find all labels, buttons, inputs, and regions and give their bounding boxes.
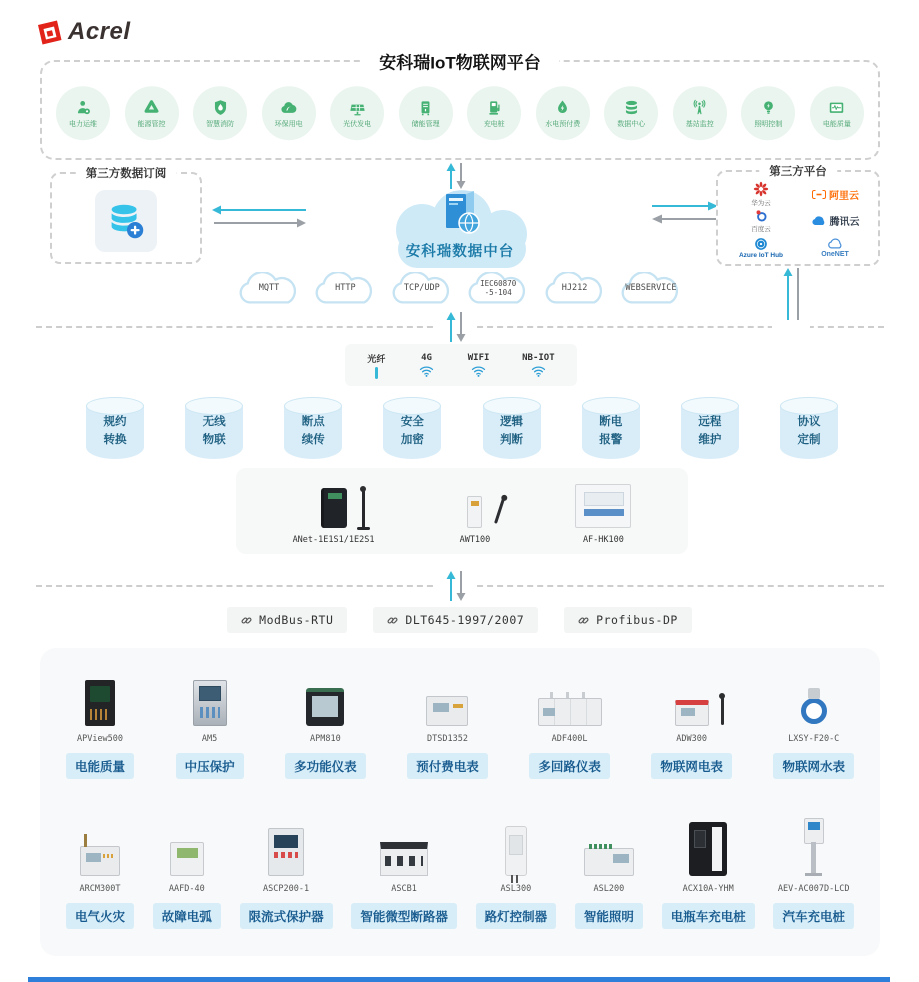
product-image-adf400l <box>538 668 602 726</box>
gateway-awt100-image <box>467 496 482 528</box>
smart-fire-icon <box>211 98 230 117</box>
app-label: 照明控制 <box>754 120 783 128</box>
energy-control-icon <box>142 98 161 117</box>
product-category-badge: 智能微型断路器 <box>351 903 457 929</box>
fiber-label: 光纤 <box>367 354 386 365</box>
app-label: 数据中心 <box>617 120 646 128</box>
product-category-badge: 电瓶车充电桩 <box>662 903 755 929</box>
product-ascp200-1 <box>240 818 333 929</box>
product-model: ADW300 <box>676 734 707 744</box>
wifi-icon <box>530 364 547 377</box>
server-icon <box>438 190 482 236</box>
product-model: AM5 <box>201 734 218 744</box>
field-protocols-row <box>0 607 919 633</box>
data-hub-label: 安科瑞数据中台 <box>405 244 515 260</box>
acrel-logo <box>36 18 131 46</box>
product-category-badge: 预付费电表 <box>407 753 488 779</box>
cap-encryption: 安全 加密 <box>383 397 441 459</box>
product-model: APM810 <box>310 734 341 744</box>
4g-label: 4G <box>421 353 432 363</box>
products-panel <box>40 648 880 956</box>
wifi-icon <box>418 364 435 377</box>
app-power-om <box>56 86 110 140</box>
gateway-model: AWT100 <box>459 535 491 545</box>
protocol-cloud-iec60870: IEC60870 -5-104 <box>463 272 533 310</box>
baidu-cloud-logo <box>751 208 771 233</box>
connectivity-box <box>345 344 577 386</box>
product-image-am5 <box>193 668 227 726</box>
conn-fiber <box>367 352 385 379</box>
database-tile <box>95 190 157 252</box>
gateway-anet <box>293 488 375 545</box>
onenet-label: OneNET <box>821 250 849 258</box>
link-icon <box>387 615 398 626</box>
product-apview500 <box>66 668 134 779</box>
protocol-label: HTTP <box>335 283 356 293</box>
application-icons-row <box>56 86 864 140</box>
cap-remote-maintenance: 远程 维护 <box>681 397 739 459</box>
product-model: ASCP200-1 <box>263 884 310 894</box>
conn-wifi <box>468 353 490 377</box>
product-model: DTSD1352 <box>427 734 468 744</box>
product-category-badge: 限流式保护器 <box>240 903 333 929</box>
cap-protocol-customization: 协议 定制 <box>780 397 838 459</box>
data-center-icon <box>622 98 641 117</box>
protocol-badge-label: DLT645-1997/2007 <box>405 613 525 627</box>
acrel-logo-icon <box>36 19 63 45</box>
product-aev-ac007d <box>773 818 854 929</box>
app-base-station <box>673 86 727 140</box>
app-label: 能源管控 <box>137 120 166 128</box>
iot-platform-box <box>40 53 880 160</box>
link-icon <box>578 615 589 626</box>
nbiot-label: NB-IOT <box>522 353 555 363</box>
product-adw300 <box>651 668 732 779</box>
cap-power-failure-alarm: 断电 报警 <box>582 397 640 459</box>
product-image-adw300 <box>675 668 709 726</box>
protocol-cloud-webservice <box>616 272 686 310</box>
app-energy-control <box>125 86 179 140</box>
divider-mask <box>772 320 810 334</box>
app-energy-storage <box>399 86 453 140</box>
protocol-label: IEC60870 <box>480 279 517 288</box>
protocol-cloud-mqtt <box>234 272 304 310</box>
azure-iot-hub-logo <box>739 237 783 259</box>
acrel-logo-text: Acrel <box>68 18 131 45</box>
product-model: ASL200 <box>593 884 625 894</box>
protocol-label: TCP/UDP <box>403 283 440 293</box>
alibaba-bracket-icon <box>811 189 827 200</box>
product-adf400l <box>529 668 610 779</box>
product-category-badge: 智能照明 <box>575 903 643 929</box>
cap-logic-judgment: 逻辑 判断 <box>483 397 541 459</box>
product-image-apm810 <box>306 668 344 726</box>
product-category-badge: 物联网电表 <box>651 753 732 779</box>
gateway-awt100 <box>460 496 491 545</box>
protocol-badge-profibus <box>564 607 692 633</box>
conn-nbiot <box>522 353 555 377</box>
gateway-devices-box <box>236 468 688 554</box>
platform-logo-grid <box>724 181 872 261</box>
azure-iot-hub-label: Azure IoT Hub <box>738 251 784 259</box>
baidu-cloud-label: 百度云 <box>751 226 771 234</box>
power-om-icon <box>74 98 93 117</box>
protocol-badge-dlt645 <box>373 607 538 633</box>
protocol-cloud-http <box>310 272 380 310</box>
product-am5 <box>176 668 244 779</box>
lighting-icon <box>759 98 778 117</box>
protocol-label: MQTT <box>258 283 280 293</box>
app-label: 电能质量 <box>822 120 851 128</box>
product-category-badge: 电气火灾 <box>66 903 134 929</box>
base-station-icon <box>690 98 709 117</box>
product-dtsd1352 <box>407 668 488 779</box>
platform-title: 安科瑞IoT物联网平台 <box>361 48 559 73</box>
app-label: 环保用电 <box>274 120 303 128</box>
fiber-icon <box>375 367 378 379</box>
product-asl300 <box>476 818 557 929</box>
product-model: ARCM300T <box>79 884 121 894</box>
app-label: 光伏发电 <box>343 120 372 128</box>
protocol-label: WEBSERVICE <box>625 283 677 293</box>
eco-power-icon <box>279 98 298 117</box>
products-row-2 <box>66 818 854 929</box>
app-label: 电力运维 <box>69 120 97 128</box>
arrow-updown-platform-cloud <box>443 163 469 189</box>
product-image-aev <box>797 818 831 876</box>
capability-cylinders-row <box>86 397 838 459</box>
gateway-anet-image <box>321 488 347 528</box>
baidu-knot-icon <box>754 208 769 223</box>
ev-charger-icon <box>485 98 504 117</box>
onenet-logo <box>821 238 849 258</box>
protocol-label: HJ212 <box>561 283 588 293</box>
app-data-center <box>604 86 658 140</box>
third-party-platform-box <box>716 166 880 266</box>
product-model: AAFD-40 <box>168 884 205 894</box>
product-model: ADF400L <box>551 734 588 744</box>
product-image-aafd40 <box>170 818 204 876</box>
product-image-ascb1 <box>380 818 428 876</box>
product-model: ACX10A-YHM <box>682 884 734 894</box>
product-category-badge: 多功能仪表 <box>285 753 366 779</box>
app-label: 水电预付费 <box>545 120 581 128</box>
wifi-label: WIFI <box>467 353 490 363</box>
pv-icon <box>348 98 367 117</box>
cloud-protocols-row <box>234 272 686 310</box>
product-asl200 <box>575 818 643 929</box>
product-image-acx10a <box>689 818 727 876</box>
gateway-afhk100-image <box>575 484 631 528</box>
app-pv-generation <box>330 86 384 140</box>
arrow-updown-divider1 <box>443 312 469 342</box>
cap-resume-transfer: 断点 续传 <box>284 397 342 459</box>
third-party-data-box <box>50 168 202 264</box>
protocol-badge-label: Profibus-DP <box>596 613 678 627</box>
energy-storage-icon <box>416 98 435 117</box>
app-power-quality <box>810 86 864 140</box>
gateway-model: ANet-1E1S1/1E2S1 <box>292 535 375 545</box>
protocol-cloud-hj212 <box>540 272 610 310</box>
app-label: 储能管理 <box>411 120 440 128</box>
onenet-cloud-icon <box>827 238 844 250</box>
app-ev-charger <box>467 86 521 140</box>
product-ascb1 <box>351 818 457 929</box>
product-category-badge: 中压保护 <box>176 753 244 779</box>
product-model: APView500 <box>76 734 124 744</box>
arrow-leftright-databox-cloud <box>210 204 308 230</box>
tencent-cloud-logo <box>811 213 860 228</box>
cap-wireless-iot: 无线 物联 <box>185 397 243 459</box>
product-image-dtsd1352 <box>426 668 468 726</box>
tencent-cloud-icon <box>811 215 827 227</box>
product-image-ascp200 <box>268 818 304 876</box>
azure-iot-icon <box>754 237 768 251</box>
tencent-cloud-label: 腾讯云 <box>829 217 860 229</box>
product-acx10a-yhw <box>662 818 755 929</box>
product-category-badge: 多回路仪表 <box>529 753 610 779</box>
product-image-asl200 <box>584 818 634 876</box>
product-image-arcm300t <box>80 818 120 876</box>
alibaba-cloud-label: 阿里云 <box>829 190 859 202</box>
third-party-platform-title: 第三方平台 <box>759 163 837 179</box>
app-label: 充电桩 <box>483 120 505 128</box>
gateway-model: AF-HK100 <box>582 535 624 545</box>
product-model: ASL300 <box>500 884 532 894</box>
prepay-icon <box>553 98 572 117</box>
huawei-flower-icon <box>753 181 769 197</box>
huawei-cloud-label: 华为云 <box>751 200 771 208</box>
products-row-1 <box>66 668 854 779</box>
acrel-data-hub-cloud <box>360 188 560 270</box>
product-model: AEV-AC007D-LCD <box>777 884 850 894</box>
product-image-apview500 <box>85 668 115 726</box>
app-utility-prepay <box>536 86 590 140</box>
product-model: ASCB1 <box>391 884 417 894</box>
protocol-badge-modbus <box>227 607 347 633</box>
power-quality-icon <box>827 98 846 117</box>
app-eco-power <box>262 86 316 140</box>
footer-accent-bar <box>28 977 890 982</box>
cap-protocol-conversion: 规约 转换 <box>86 397 144 459</box>
arrow-leftright-cloud-platforms <box>650 200 720 226</box>
huawei-cloud-logo <box>751 181 771 207</box>
database-plus-icon <box>103 198 149 244</box>
app-label: 智慧消防 <box>206 120 235 128</box>
arrow-updown-divider2 <box>443 571 469 601</box>
alibaba-cloud-logo <box>811 187 859 202</box>
wifi-icon <box>470 364 487 377</box>
product-category-badge: 路灯控制器 <box>476 903 557 929</box>
gateway-afhk100 <box>575 484 631 545</box>
product-aafd-40 <box>153 818 221 929</box>
product-lxsy-f20-c <box>773 668 854 779</box>
third-party-data-title: 第三方数据订阅 <box>76 165 177 181</box>
product-category-badge: 汽车充电桩 <box>773 903 854 929</box>
protocol-badge-label: ModBus-RTU <box>259 613 334 627</box>
app-smart-fire <box>193 86 247 140</box>
product-model: LXSY-F20-C <box>788 734 840 744</box>
conn-4g <box>418 353 435 377</box>
product-category-badge: 电能质量 <box>66 753 134 779</box>
product-apm810 <box>285 668 366 779</box>
link-icon <box>241 615 252 626</box>
product-category-badge: 故障电弧 <box>153 903 221 929</box>
product-image-asl300 <box>505 818 527 876</box>
app-lighting-control <box>741 86 795 140</box>
product-image-lxsy <box>799 668 829 726</box>
product-arcm300t <box>66 818 134 929</box>
product-category-badge: 物联网水表 <box>773 753 854 779</box>
app-label: 基站监控 <box>685 120 714 128</box>
protocol-cloud-tcpudp <box>387 272 457 310</box>
